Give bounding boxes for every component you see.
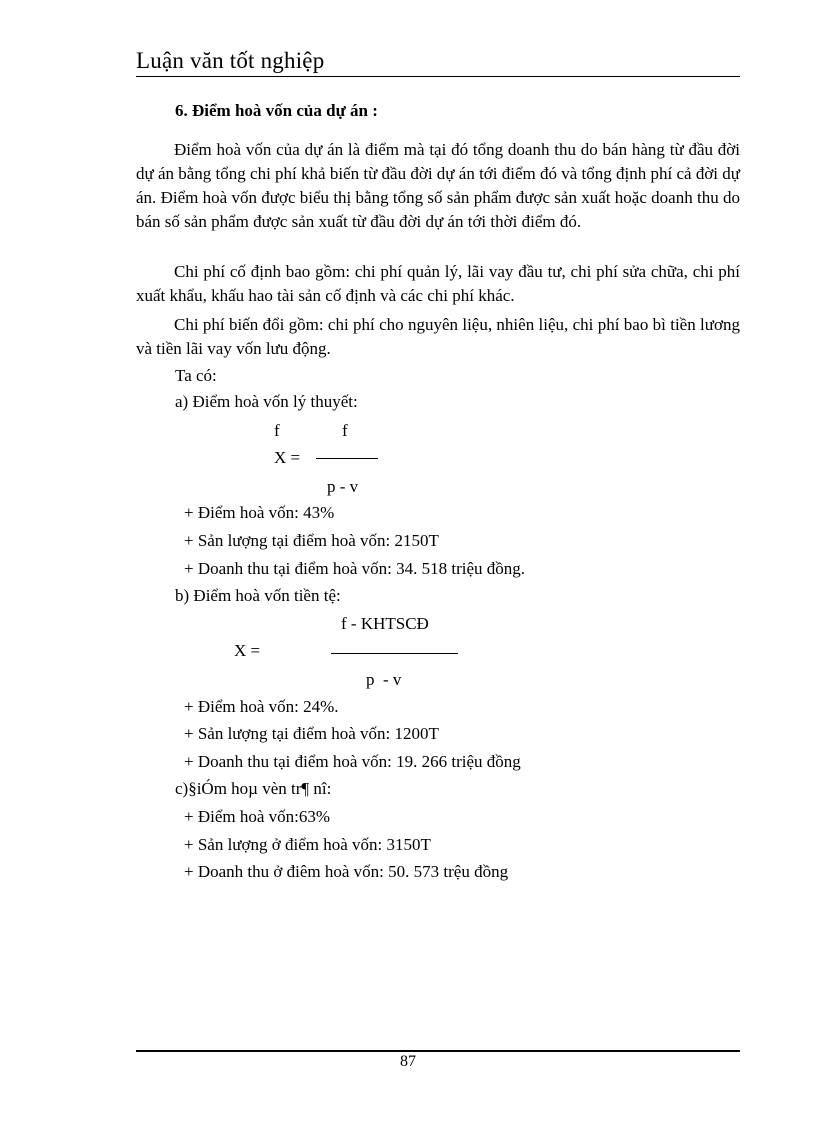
formula-b-fraction-bar [331,653,458,654]
part-a-heading: a) Điểm hoà vốn lý thuyết: [175,392,358,411]
part-b-item: + Doanh thu tại điểm hoà vốn: 19. 266 triệu đồng [184,752,521,771]
part-c-item: + Doanh thu ở điêm hoà vốn: 50. 573 trệu đồng [184,862,509,881]
formula-a-numerator: f [342,421,348,440]
part-c-item: + Điểm hoà vốn:63% [184,807,331,826]
part-a-item: + Điểm hoà vốn: 43% [184,503,335,522]
part-b-heading: b) Điểm hoà vốn tiền tệ: [175,586,341,605]
section-title: 6. Điểm hoà vốn của dự án : [175,101,378,120]
formula-b-denominator: p - v [366,670,402,689]
paragraph-fixed-costs: Chi phí cố định bao gồm: chi phí quản lý, lãi vay đầu tư, chi phí sửa chữa, chi phí xuất khẩu, khấu hao tài sản cố định và các chi phí khác. [136,262,740,305]
part-a-item: + Sản lượng tại điểm hoà vốn: 2150T [184,531,439,550]
formula-a-fraction-bar [316,458,378,459]
part-b-item: + Điểm hoà vốn: 24%. [184,697,339,716]
page-number: 87 [400,1053,416,1070]
part-c-heading: c)§iÓm hoµ vèn tr¶ nî: [175,779,332,798]
formula-b-lhs: X = [234,641,261,660]
header-rule [136,76,740,77]
formula-a-var: f [274,421,280,440]
footer-rule [136,1050,740,1052]
formula-a-denominator: p - v [327,477,359,496]
part-a-item: + Doanh thu tại điểm hoà vốn: 34. 518 triệu đồng. [184,559,526,578]
paragraph-definition: Điểm hoà vốn của dự án là điểm mà tại đó tổng doanh thu do bán hàng từ đầu đời dự án bằng tổng chi phí khả biến từ đầu đời dự án tới điểm đó và tổng định phí cả đời dự án. Điểm hoà vốn được biểu thị bằng tổng số sản phẩm được sản xuất hoặc doanh thu do bán số sản phẩm được sản xuất từ đầu đời dự án tới thời điểm đó. [136,140,740,231]
formula-b-numerator: f - KHTSCĐ [341,614,429,633]
part-b-item: + Sản lượng tại điểm hoà vốn: 1200T [184,724,439,743]
paragraph-variable-costs: Chi phí biến đổi gồm: chi phí cho nguyên liệu, nhiên liệu, chi phí bao bì tiền lương và tiền lãi vay vốn lưu động. [136,315,740,358]
ta-co-label: Ta có: [175,366,217,385]
header-title: Luận văn tốt nghiệp [136,48,325,73]
part-c-item: + Sản lượng ở điểm hoà vốn: 3150T [184,835,431,854]
formula-a-lhs: X = [274,448,301,467]
